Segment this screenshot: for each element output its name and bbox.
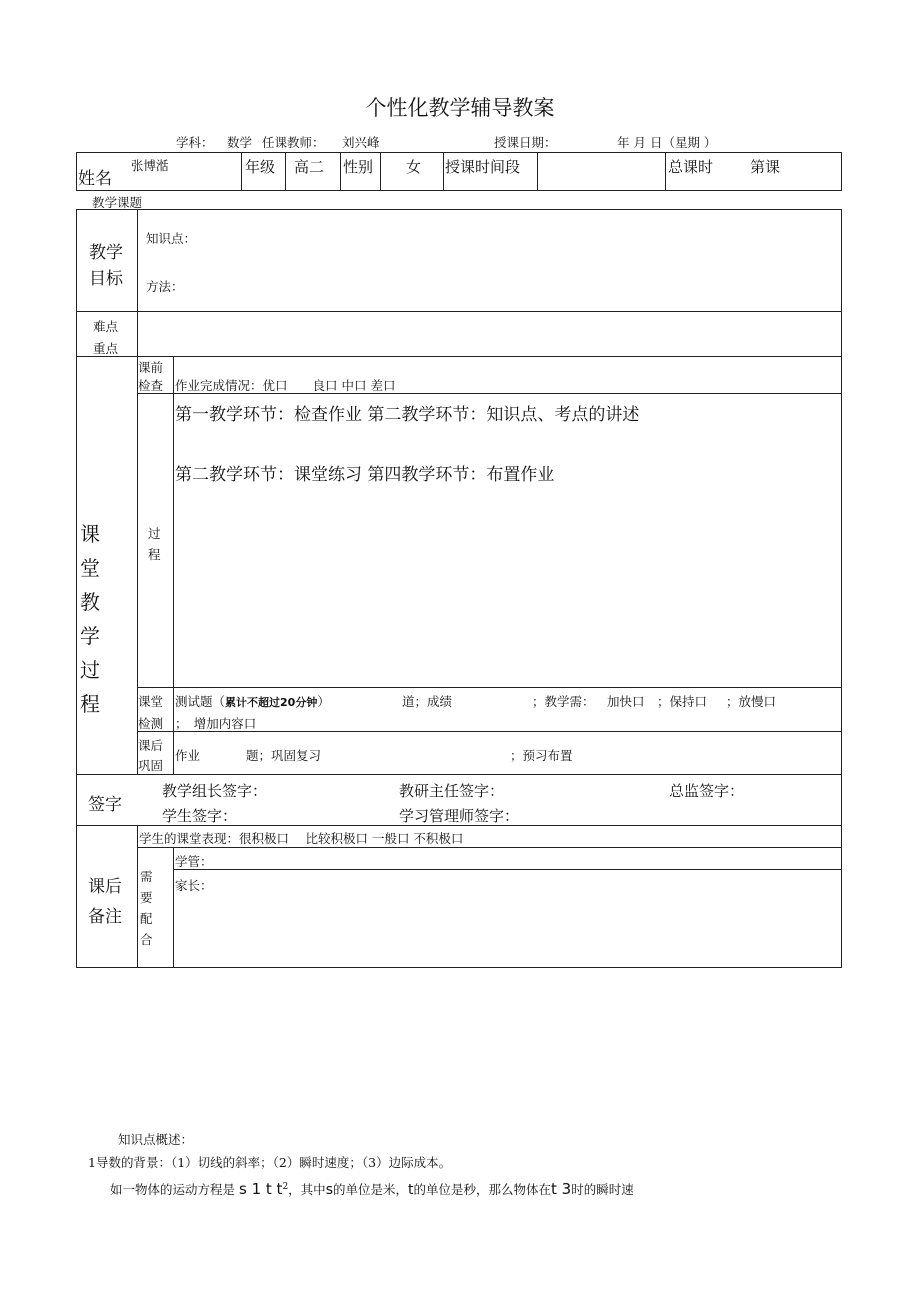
test-suffix: ） bbox=[317, 694, 330, 709]
date-fields: 年 月 日（星期 ） bbox=[617, 135, 717, 150]
time-label: 授课时间段 bbox=[445, 158, 521, 176]
test-time-limit: 累计不超过20分钟 bbox=[225, 696, 318, 709]
name-label: 姓名 bbox=[78, 169, 112, 189]
difficulty-label-1: 难点 bbox=[93, 319, 119, 334]
overview-line-1: 1导数的背景：（1）切线的斜率；（2）瞬时速度；（3）边际成本。 bbox=[88, 1155, 452, 1170]
classroom-label-2: 教 学 bbox=[80, 590, 106, 648]
speed-keep-checkbox[interactable]: ；保持口 bbox=[657, 694, 708, 709]
check-label-2: 检查 bbox=[138, 378, 164, 393]
need-char-2: 要 bbox=[140, 890, 153, 905]
parent-note: 家长： bbox=[175, 878, 213, 893]
name-value: 张博湉 bbox=[131, 158, 169, 173]
student-performance: 学生的课堂表现：很积极口 比较积极口 一般口 不积极口 bbox=[139, 831, 464, 846]
test-count: 道；成绩 bbox=[402, 694, 453, 709]
gender-label: 性别 bbox=[343, 158, 374, 176]
line2-part-b: ，其中 bbox=[288, 1182, 326, 1197]
signature-label: 签字 bbox=[88, 795, 122, 815]
test-prefix: 测试题（ bbox=[175, 694, 226, 709]
notes-label-2: 备注 bbox=[88, 907, 122, 927]
teacher-value: 刘兴峰 bbox=[342, 135, 380, 150]
speed-fast-checkbox[interactable]: 加快口 bbox=[607, 694, 645, 709]
manager-sign: 学习管理师签字： bbox=[399, 807, 520, 825]
overview-label: 知识点概述： bbox=[118, 1132, 194, 1147]
speed-slow-checkbox[interactable]: ；放慢口 bbox=[726, 694, 777, 709]
page-title: 个性化教学辅导教案 bbox=[365, 96, 555, 120]
preview-label: ；预习布置 bbox=[510, 748, 573, 763]
homework-label: 作业 bbox=[175, 748, 201, 763]
line2-t3: t 3 bbox=[551, 1180, 572, 1198]
gender-value: 女 bbox=[406, 158, 422, 176]
knowledge-label: 知识点： bbox=[146, 231, 197, 246]
total-label: 总课时 bbox=[668, 158, 714, 176]
difficulty-label-2: 重点 bbox=[93, 341, 119, 356]
goals-label-1: 教学 bbox=[89, 243, 123, 263]
manager-note: 学管： bbox=[175, 854, 213, 869]
grade-label: 年级 bbox=[245, 158, 276, 176]
line2-part-a: 如一物体的运动方程是 bbox=[110, 1182, 236, 1197]
classroom-label-3: 过 程 bbox=[80, 658, 106, 716]
line2-part-e: 时的瞬时速 bbox=[571, 1182, 634, 1197]
date-label: 授课日期： bbox=[494, 135, 557, 150]
subject-value: 数学 bbox=[227, 135, 253, 150]
after-label-1: 课后 bbox=[138, 738, 164, 753]
add-content-checkbox[interactable]: ； 增加内容口 bbox=[175, 716, 257, 731]
need-cooperate-label bbox=[140, 868, 154, 949]
need-char-1: 需 bbox=[140, 869, 153, 884]
teaching-steps-2: 第二教学环节：课堂练习 第四教学环节：布置作业 bbox=[175, 465, 555, 485]
test-label-1: 课堂 bbox=[138, 694, 164, 709]
teaching-steps-1: 第一教学环节：检查作业 第二教学环节：知识点、考点的讲述 bbox=[175, 405, 640, 425]
line2-t: t bbox=[408, 1182, 414, 1198]
homework-status: 作业完成情况：优口 良口 中口 差口 bbox=[175, 378, 396, 393]
line2-formula: s 1 t t bbox=[239, 1180, 283, 1198]
check-label-1: 课前 bbox=[138, 360, 164, 375]
student-sign: 学生签字： bbox=[162, 807, 238, 825]
grade-value: 高二 bbox=[294, 158, 325, 176]
director-sign: 总监签字： bbox=[669, 782, 745, 800]
teaching-need: ；教学需： bbox=[532, 694, 595, 709]
need-char-3: 配 bbox=[140, 911, 153, 926]
homework-count: 题；巩固复习 bbox=[246, 748, 322, 763]
lesson-label: 第课 bbox=[750, 158, 781, 176]
process-label-1: 过 bbox=[148, 526, 161, 541]
topic-label: 教学课题 bbox=[92, 195, 143, 210]
overview-line-2 bbox=[110, 1180, 634, 1198]
test-description bbox=[175, 692, 330, 710]
notes-label-1: 课后 bbox=[88, 877, 122, 897]
classroom-label bbox=[80, 517, 140, 721]
research-director-sign: 教研主任签字： bbox=[399, 782, 505, 800]
method-label: 方法： bbox=[146, 279, 184, 294]
classroom-label-1: 课 堂 bbox=[80, 522, 106, 580]
process-label-2: 程 bbox=[148, 547, 161, 562]
line2-part-d: 的单位是秒，那么物体在 bbox=[413, 1182, 552, 1197]
line2-part-c: 的单位是米， bbox=[332, 1182, 408, 1197]
subject-label: 学科： bbox=[176, 135, 214, 150]
need-char-4: 合 bbox=[140, 932, 153, 947]
after-label-2: 巩固 bbox=[138, 758, 164, 773]
test-label-2: 检测 bbox=[138, 716, 164, 731]
line2-superscript: 2 bbox=[282, 1181, 289, 1192]
goals-label-2: 目标 bbox=[89, 269, 123, 289]
line2-s: s bbox=[325, 1182, 333, 1198]
group-leader-sign: 教学组长签字： bbox=[162, 782, 268, 800]
teacher-label: 任课教师： bbox=[262, 135, 325, 150]
